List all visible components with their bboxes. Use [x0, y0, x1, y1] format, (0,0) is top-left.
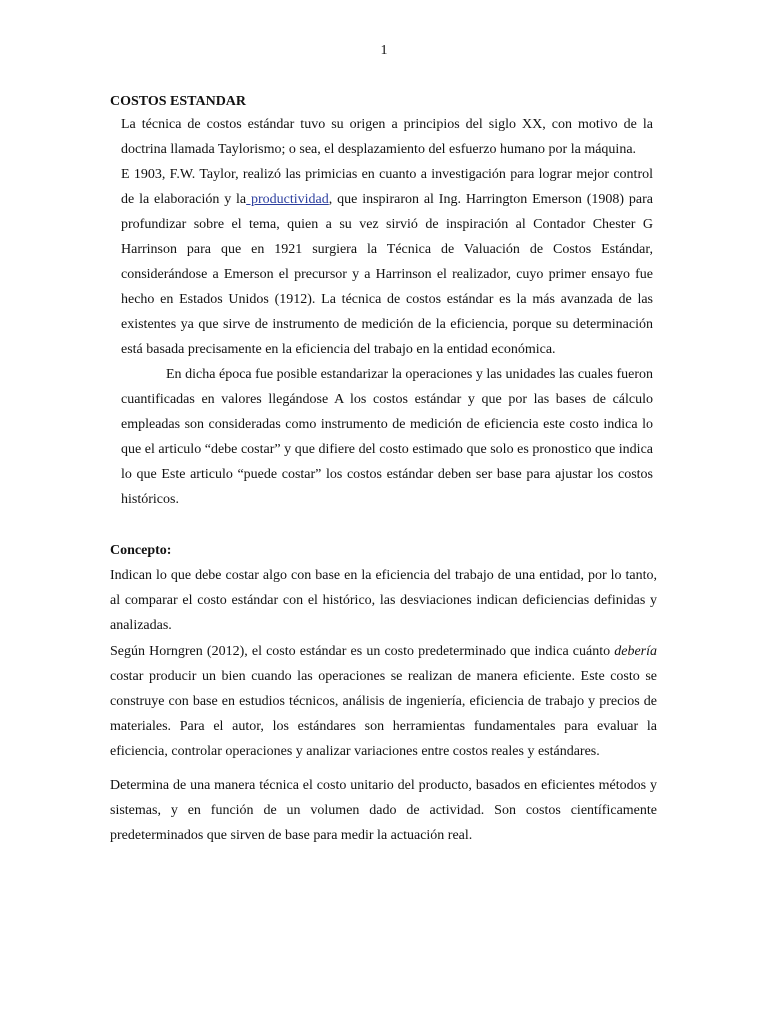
- intro-section: [110, 112, 657, 512]
- productividad-link[interactable]: productividad: [246, 192, 329, 207]
- taylor-text-before-link: E 1903, F.W. Taylor, realizó las primicias en cuanto a investigación para lograr mejor control de la elaboración y la: [121, 167, 653, 207]
- document-body: [110, 92, 657, 848]
- deberia-emphasis: debería: [614, 643, 657, 659]
- horngren-text-after-em: costar producir un bien cuando las operaciones se realizan de manera eficiente. Este costo se construye con base en estudios técnicos, análisis de ingeniería, eficiencia de trabajo y precios de materiales. Para el autor, los estándares son herramientas fundamentales para evaluar la eficiencia, controlar operaciones y analizar variaciones entre costos reales y estándares.: [110, 668, 657, 760]
- intro-paragraph-origin: La técnica de costos estándar tuvo su origen a principios del siglo XX, con motivo de la doctrina llamada Taylorismo; o sea, el desplazamiento del esfuerzo humano por la máquina.: [121, 117, 653, 157]
- concepto-paragraph-unit-cost: Determina de una manera técnica el costo unitario del producto, basados en eficientes métodos y sistemas, y en función de un volumen dado de actividad. Son costos científicamente predeterminados que sirven de base para medir la actuación real.: [110, 777, 657, 844]
- concepto-paragraph-definition: Indican lo que debe costar algo con base en la eficiencia del trabajo de una entidad, por lo tanto, al comparar el costo estándar con el histórico, las desviaciones indican deficiencias definidas y analizadas.: [110, 568, 657, 634]
- intro-paragraph-taylor: [121, 162, 653, 362]
- concepto-paragraph-horngren: [110, 639, 657, 765]
- document-title: COSTOS ESTANDAR: [110, 94, 247, 109]
- intro-paragraph-epoca: En dicha época fue posible estandarizar la operaciones y las unidades las cuales fueron cuantificadas en valores llegándose A los costos estándar y que por las bases de cálculo empleadas son consideradas como instrumento de medición de eficiencia este costo indica lo que el articulo “debe costar” y que difiere del costo estimado que solo es pronostico que indica lo que Este articulo “puede costar” los costos estándar deben ser base para ajustar los costos históricos.: [121, 367, 653, 507]
- taylor-text-after-link: , que inspiraron al Ing. Harrington Emerson (1908) para profundizar sobre el tema, quien a su vez sirvió de inspiración al Contador Chester G Harrinson para que en 1921 surgiera la Técnica de Valuación de Costos Estándar, considerándose a Emerson el precursor y a Harrinson el realizador, cuyo primer ensayo fue hecho en Estados Unidos (1912). La técnica de costos estándar es la más avanzada de las existentes ya que sirve de instrumento de medición de la eficiencia, porque su determinación está basada precisamente en la eficiencia del trabajo en la entidad económica.: [121, 192, 653, 357]
- horngren-text-before-em: Según Horngren (2012), el costo estándar es un costo predeterminado que indica cuánto: [110, 643, 615, 659]
- paragraph-spacer: [110, 765, 657, 773]
- page-number: 1: [380, 43, 388, 58]
- concepto-heading: Concepto:: [110, 543, 172, 558]
